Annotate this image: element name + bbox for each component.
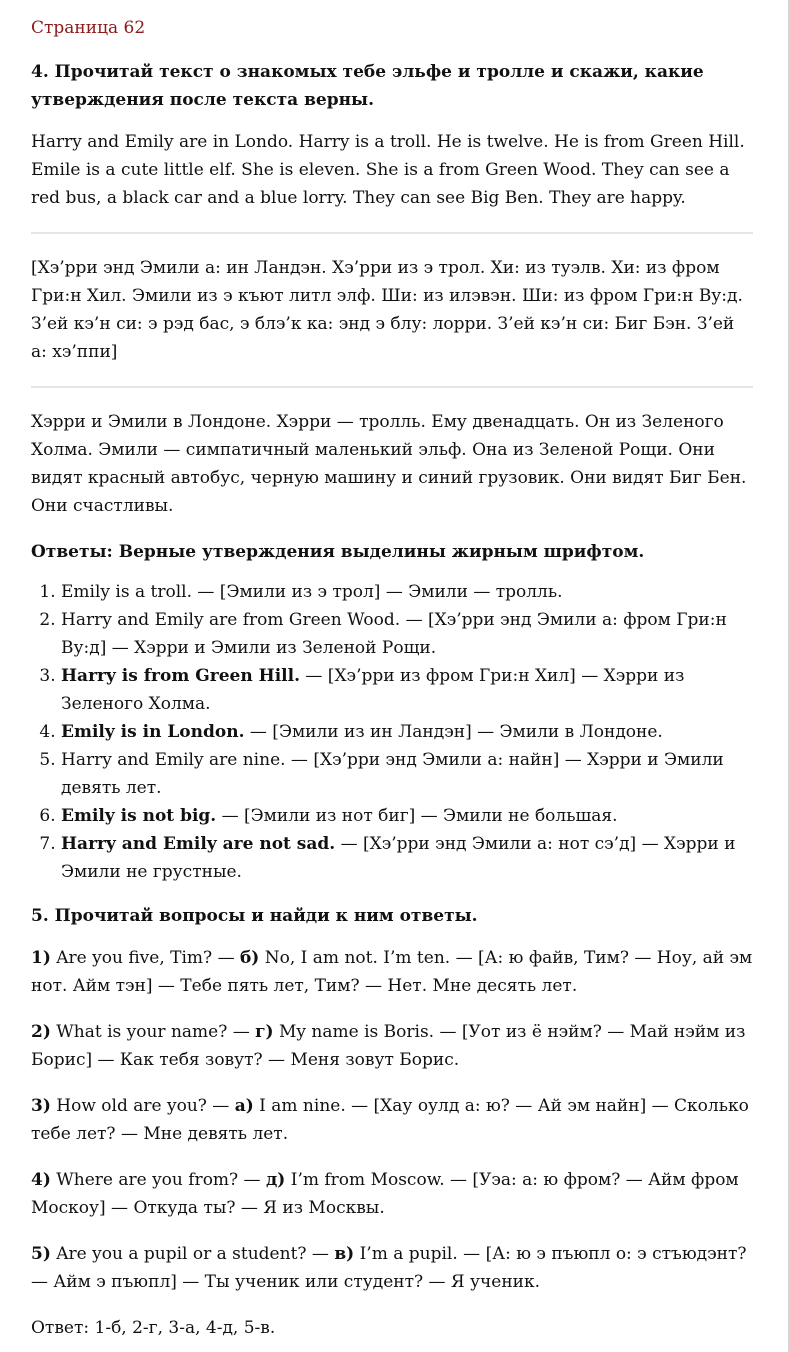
answer-statement: Emily is a troll. xyxy=(61,582,192,602)
answer-letter: а) xyxy=(234,1096,254,1116)
divider xyxy=(31,386,753,388)
question-text: What is your name? — xyxy=(50,1022,256,1042)
answer-letter: в) xyxy=(334,1244,355,1264)
divider xyxy=(31,232,753,234)
task5-title: 5. Прочитай вопросы и найди к ним ответы. xyxy=(31,906,478,926)
qa-pair xyxy=(31,1240,753,1296)
answer-translation: — [Эмили из нот биг] — Эмили не большая. xyxy=(216,806,618,826)
question-number: 2) xyxy=(31,1022,51,1042)
answer-statement: Harry and Emily are from Green Wood. xyxy=(61,610,401,630)
question-text: Where are you from? — xyxy=(50,1170,266,1190)
answer-item xyxy=(61,662,753,718)
task4-answers-list xyxy=(31,578,753,886)
answer-letter: б) xyxy=(239,948,260,968)
answer-text: I am nine. — [Хау оулд а: ю? — Ай эм найн] — Сколько тебе лет? — Мне девять лет. xyxy=(31,1096,749,1144)
answer-item xyxy=(61,746,753,802)
answer-translation: — [Хэ’рри энд Эмили а: нот сэ’д] — Хэрри и Эмили не грустные. xyxy=(61,834,736,882)
task4-text-transcription: [Хэ’рри энд Эмили а: ин Ландэн. Хэ’рри из э трол. Хи: из туэлв. Хи: из фром Гри:н Хил. Эмили из э къют литл элф. Ши: из илэвэн. Ши: из фром Гри:н Ву:д. З’ей кэ’н си: э рэд бас, э блэ’к ка: энд э блу: лорри. З’ей кэ’н си: Биг Бэн. З’ей а: хэ’ппи] xyxy=(31,258,743,362)
question-number: 4) xyxy=(31,1170,51,1190)
answer-translation: — [Хэ’рри из фром Гри:н Хил] — Хэрри из Зеленого Холма. xyxy=(61,666,685,714)
page-content xyxy=(31,14,753,1342)
question-number: 3) xyxy=(31,1096,51,1116)
answer-item xyxy=(61,578,753,606)
question-text: Are you a pupil or a student? — xyxy=(50,1244,335,1264)
answer-item xyxy=(61,606,753,662)
answer-item xyxy=(61,802,753,830)
answer-text: No, I am not. I’m ten. — [А: ю файв, Тим? — Ноу, ай эм нот. Айм тэн] — Тебе пять лет, Тим? — Нет. Мне десять лет. xyxy=(31,948,753,996)
task5-final-answer: Ответ: 1-б, 2-г, 3-а, 4-д, 5-в. xyxy=(31,1318,276,1338)
answer-text: I’m a pupil. — [А: ю э пъюпл о: э стъюдэнт? — Айм э пъюпл] — Ты ученик или студент? — Я ученик. xyxy=(31,1244,747,1292)
question-text: Are you five, Tim? — xyxy=(50,948,240,968)
answer-statement-correct: Harry and Emily are not sad. xyxy=(61,834,336,854)
task4-answers-title: Ответы: Верные утверждения выделины жирным шрифтом. xyxy=(31,542,645,562)
question-number: 5) xyxy=(31,1244,51,1264)
task4-title: 4. Прочитай текст о знакомых тебе эльфе и тролле и скажи, какие утверждения после текста верны. xyxy=(31,62,704,110)
question-number: 1) xyxy=(31,948,51,968)
answer-translation: — [Эмили из ин Ландэн] — Эмили в Лондоне. xyxy=(244,722,663,742)
answer-translation: — [Хэ’рри энд Эмили а: найн] — Хэрри и Эмили девять лет. xyxy=(61,750,724,798)
page-title: Страница 62 xyxy=(31,18,146,38)
answer-letter: д) xyxy=(265,1170,286,1190)
answer-letter: г) xyxy=(255,1022,274,1042)
answer-statement-correct: Harry is from Green Hill. xyxy=(61,666,300,686)
answer-statement-correct: Emily is not big. xyxy=(61,806,217,826)
qa-pair xyxy=(31,1018,753,1074)
task4-text-english: Harry and Emily are in Londo. Harry is a troll. He is twelve. He is from Green Hill. Emile is a cute little elf. She is eleven. She is a from Green Wood. They can see a red bus, a black car and a blue lorry. They can see Big Ben. They are happy. xyxy=(31,132,745,208)
qa-pair xyxy=(31,1166,753,1222)
answer-statement: Harry and Emily are nine. xyxy=(61,750,286,770)
answer-text: I’m from Moscow. — [Уэа: а: ю фром? — Айм фром Москоу] — Откуда ты? — Я из Москвы. xyxy=(31,1170,739,1218)
answer-item xyxy=(61,830,753,886)
question-text: How old are you? — xyxy=(50,1096,235,1116)
qa-pair xyxy=(31,944,753,1000)
qa-pair xyxy=(31,1092,753,1148)
answer-translation: — [Эмили из э трол] — Эмили — тролль. xyxy=(192,582,563,602)
task4-text-russian: Хэрри и Эмили в Лондоне. Хэрри — тролль. Ему двенадцать. Он из Зеленого Холма. Эмили — симпатичный маленький эльф. Она из Зеленой Рощи. Они видят красный автобус, черную машину и синий грузовик. Они видят Биг Бен. Они счастливы. xyxy=(31,412,747,516)
answer-item xyxy=(61,718,753,746)
answer-translation: — [Хэ’рри энд Эмили а: фром Гри:н Ву:д] — Хэрри и Эмили из Зеленой Рощи. xyxy=(61,610,727,658)
answer-statement-correct: Emily is in London. xyxy=(61,722,245,742)
answer-text: My name is Boris. — [Уот из ё нэйм? — Май нэйм из Борис] — Как тебя зовут? — Меня зовут Борис. xyxy=(31,1022,746,1070)
